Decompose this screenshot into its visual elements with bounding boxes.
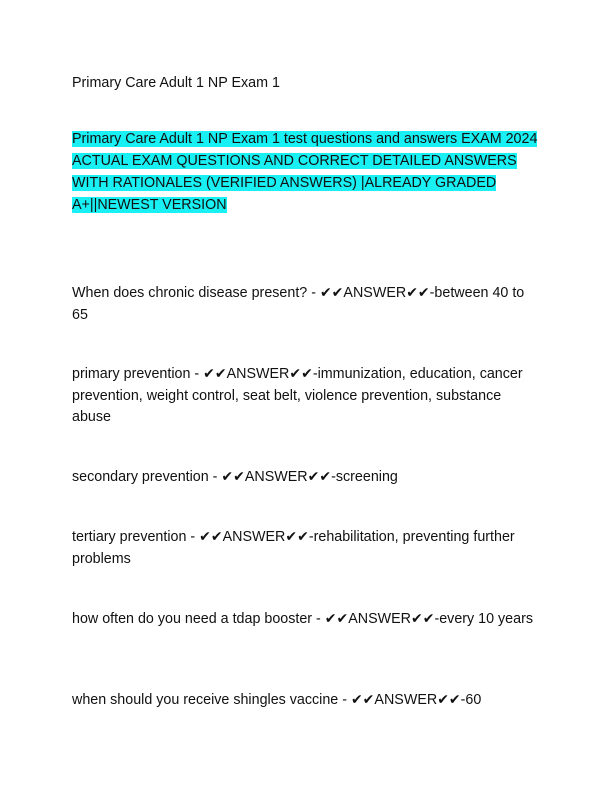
answer-text: -between 40 to 65 (72, 285, 525, 323)
question-text: when should you receive shingles vaccine - (72, 692, 351, 708)
highlighted-banner (72, 128, 542, 216)
question-text: tertiary prevention - (72, 529, 200, 545)
question-text: how often do you need a tdap booster - (72, 611, 325, 627)
qa-item (72, 690, 542, 712)
checkmark-icon: ✔✔ (406, 285, 430, 301)
checkmark-icon: ✔✔ (307, 469, 332, 485)
checkmark-icon: ✔✔ (411, 611, 435, 627)
qa-item (72, 283, 542, 326)
answer-label: ANSWER (343, 285, 407, 301)
answer-text: -rehabilitation, preventing further problems (72, 529, 515, 567)
answer-text: -60 (460, 692, 482, 708)
document-title: Primary Care Adult 1 NP Exam 1 (72, 75, 280, 91)
question-text: When does chronic disease present? - (72, 285, 320, 301)
answer-label: ANSWER (222, 529, 286, 545)
answer-text: -every 10 years (434, 611, 533, 627)
checkmark-icon: ✔✔ (285, 529, 309, 545)
answer-label: ANSWER (348, 611, 411, 627)
answer-label: ANSWER (374, 692, 438, 708)
answer-text: -immunization, education, cancer prevention, weight control, seat belt, violence prevention, substance abuse (72, 366, 523, 425)
answer-label: ANSWER (244, 469, 308, 485)
checkmark-icon: ✔✔ (221, 469, 245, 485)
answer-text: -screening (331, 469, 398, 485)
question-text: secondary prevention - (72, 469, 222, 485)
question-text: primary prevention - (72, 366, 204, 382)
qa-item (72, 527, 542, 570)
qa-item (72, 609, 542, 631)
qa-item (72, 467, 542, 489)
checkmark-icon: ✔✔ (350, 692, 375, 708)
checkmark-icon: ✔✔ (324, 611, 349, 627)
checkmark-icon: ✔✔ (199, 529, 223, 545)
checkmark-icon: ✔✔ (203, 366, 227, 382)
answer-label: ANSWER (226, 366, 290, 382)
checkmark-icon: ✔✔ (289, 366, 313, 382)
qa-item (72, 364, 542, 429)
checkmark-icon: ✔✔ (319, 285, 344, 301)
banner-text: Primary Care Adult 1 NP Exam 1 test questions and answers EXAM 2024 ACTUAL EXAM QUESTIONS AND CORRECT DETAILED ANSWERS WITH RATIONALES (VERIFIED ANSWERS) |ALREADY GRADED A+||NEWEST VERSION (72, 131, 538, 213)
checkmark-icon: ✔✔ (437, 692, 461, 708)
